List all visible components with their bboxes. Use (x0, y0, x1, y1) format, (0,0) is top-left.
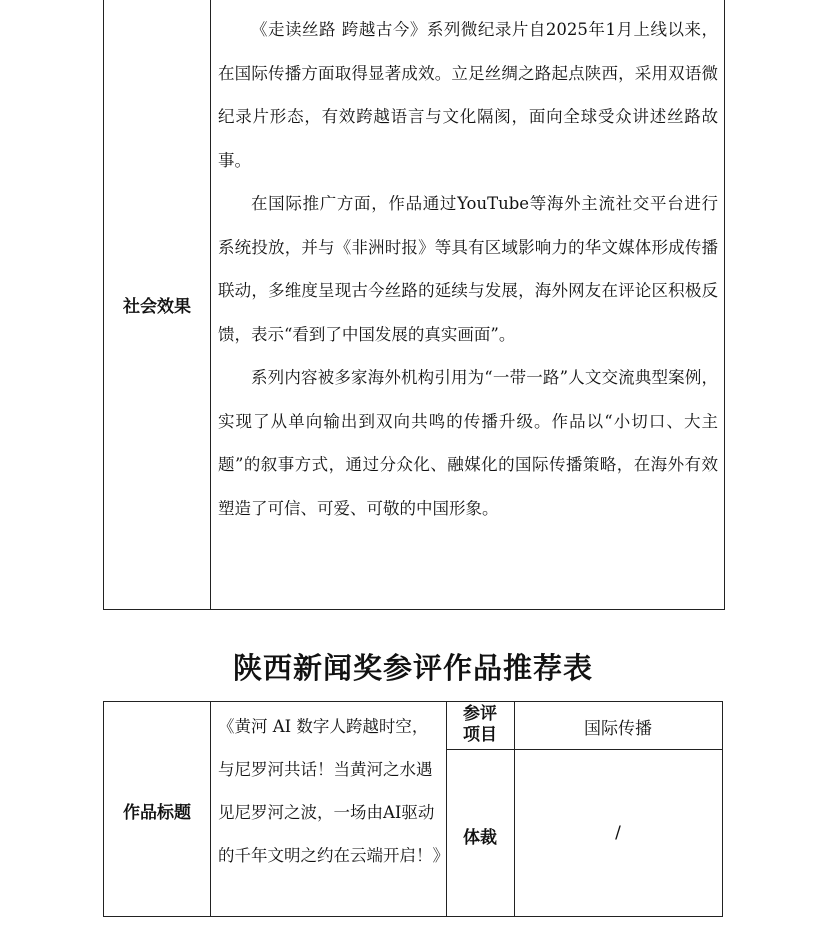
effect-paragraph-2: 在国际推广方面，作品通过YouTube等海外主流社交平台进行系统投放，并与《非洲时报》等具有区域影响力的华文媒体形成传播联动，多维度呈现古今丝路的延续与发展，海外网友在评论区积极反馈，表示“看到了中国发展的真实画面”。 (218, 194, 718, 344)
divider (446, 749, 722, 750)
category-value: 国际传播 (584, 719, 652, 739)
page-title: 陕西新闻奖参评作品推荐表 (232, 651, 593, 685)
category-label-text: 参评项目 (463, 704, 497, 745)
genre-label: 体裁 (463, 828, 497, 848)
effect-paragraph-1: 《走读丝路 跨越古今》系列微纪录片自2025年1月上线以来，在国际传播方面取得显著成效。立足丝绸之路起点陕西，采用双语微纪录片形态，有效跨越语言与文化隔阂，面向全球受众讲述丝路故事。 (218, 20, 718, 170)
label-column (104, 0, 211, 609)
genre-value: / (615, 823, 621, 843)
recommendation-form-table (103, 701, 723, 917)
category-label (446, 704, 514, 746)
effect-paragraph-3: 系列内容被多家海外机构引用为“一带一路”人文交流典型案例，实现了从单向输出到双向共鸣的传播升级。作品以“小切口、大主题”的叙事方式，通过分众化、融媒化的国际传播策略，在海外有效塑造了可信、可爱、可敬的中国形象。 (218, 368, 718, 518)
social-effect-content (218, 8, 718, 530)
social-effect-table (103, 0, 725, 610)
work-title-label: 作品标题 (123, 803, 191, 823)
work-title-value: 《黄河 AI 数字人跨越时空，与尼罗河共话！当黄河之水遇见尼罗河之波，一场由AI驱动的千年文明之约在云端开启！》 (218, 717, 449, 865)
social-effect-label: 社会效果 (123, 297, 191, 317)
divider (210, 702, 211, 916)
